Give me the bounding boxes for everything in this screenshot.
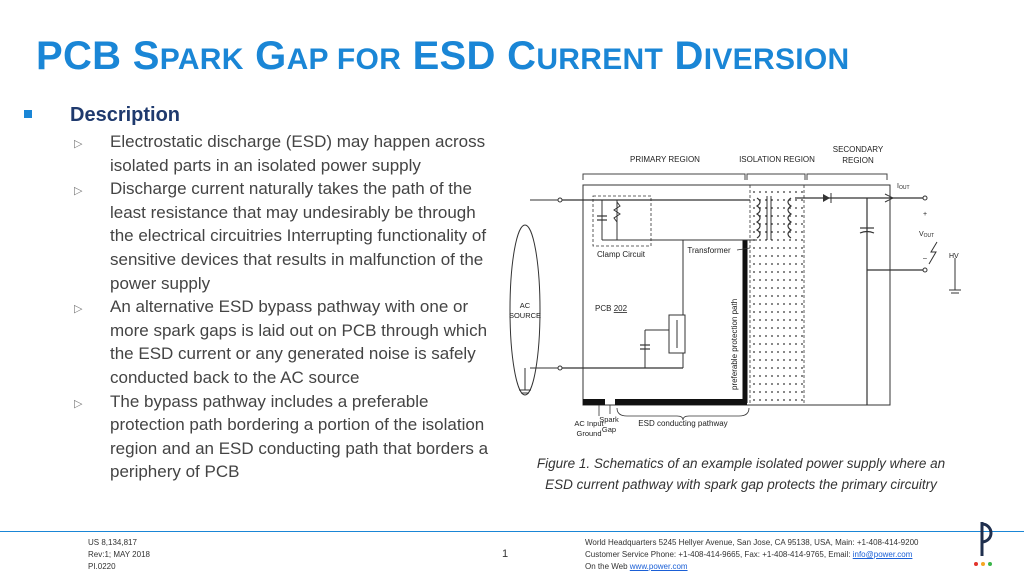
- headquarters-address: World Headquarters 5245 Hellyer Avenue, San Jose, CA 95138, USA, Main: +1-408-414-9200: [585, 538, 919, 547]
- footer-left: [88, 537, 150, 573]
- bullet-list: [74, 130, 494, 484]
- title-part: D: [663, 34, 704, 78]
- bullet-text: The bypass pathway includes a preferable protection path bordering a portion of the isolation region and an ESD conducting path that borders a periphery of PCB: [110, 391, 489, 482]
- preferable-path-label: preferable protection path: [730, 298, 739, 390]
- list-item: [74, 295, 494, 389]
- logo-dot: [974, 562, 978, 566]
- triangle-bullet-icon: ▷: [74, 397, 83, 410]
- power-integrations-logo: [970, 516, 1004, 572]
- triangle-bullet-icon: ▷: [74, 138, 83, 150]
- hv-lightning-icon: [929, 242, 937, 264]
- ac-input-ground-label: AC Input: [574, 419, 604, 428]
- secondary-region-label: SECONDARY: [832, 145, 884, 154]
- description-heading: Description: [70, 104, 181, 126]
- esd-path-label: ESD conducting pathway: [638, 419, 728, 428]
- title-part: PARK: [159, 43, 244, 76]
- doc-id: PI.0220: [88, 562, 116, 571]
- isolation-region-label: ISOLATION REGION: [739, 155, 815, 164]
- spark-gap-label: Spark: [599, 415, 619, 424]
- page-title: [36, 34, 850, 79]
- heading-bullet-icon: [24, 110, 32, 118]
- vout-label: VOUT: [919, 231, 935, 239]
- bullet-text: An alternative ESD bypass pathway with one or more spark gaps is laid out on PCB through which the ESD current or any generated noise is safely conducted back to the AC source: [110, 297, 488, 387]
- plus-label: +: [922, 211, 928, 218]
- footer-contact: [585, 537, 918, 573]
- minus-label: –: [923, 255, 927, 262]
- spark-gap-label: Gap: [601, 425, 617, 434]
- triangle-bullet-icon: ▷: [74, 185, 83, 198]
- title-part: AP FOR: [286, 43, 402, 76]
- title-part: URRENT: [536, 43, 664, 76]
- list-item: [74, 130, 494, 177]
- page-number: 1: [502, 548, 509, 560]
- list-item: [74, 177, 494, 295]
- revision: Rev:1; MAY 2018: [88, 550, 150, 559]
- website: On the Web www.power.com: [585, 562, 688, 571]
- iout-label: IOUT: [897, 183, 910, 191]
- title-part: ESD C: [401, 34, 537, 78]
- hv-label: HV: [949, 253, 959, 260]
- logo-dot: [981, 562, 985, 566]
- schematic-figure: [505, 140, 975, 450]
- website-link[interactable]: www.power.com: [629, 562, 688, 571]
- clamp-circuit-label: Clamp Circuit: [596, 250, 646, 259]
- caption-line: ESD current pathway with spark gap protects the primary circuitry: [545, 477, 937, 492]
- title-part: PCB S: [36, 34, 160, 78]
- secondary-region-label: REGION: [842, 156, 874, 165]
- logo-dot: [988, 562, 992, 566]
- ac-source-label: SOURCE: [508, 311, 542, 320]
- ac-source-label: AC: [519, 301, 531, 310]
- bullet-text: Discharge current naturally takes the path of the least resistance that may undesirably be through the electrical circuitries Interrupting functionality of sensitive devices that results in malfunction of the power supply: [110, 179, 487, 293]
- bullet-text: Electrostatic discharge (ESD) may happen across isolated parts in an isolated power supply: [110, 132, 486, 175]
- ac-input-ground-label: Ground: [576, 429, 602, 438]
- patent-number: US 8,134,817: [88, 538, 137, 547]
- figure-caption: [516, 453, 966, 495]
- title-part: IVERSION: [703, 43, 850, 76]
- list-item: [74, 390, 494, 484]
- pcb-label: PCB 202: [595, 304, 628, 313]
- email-link[interactable]: info@power.com: [852, 550, 913, 559]
- footer-divider: [0, 531, 1024, 532]
- transformer-label: Transformer: [687, 246, 731, 255]
- title-part: G: [243, 34, 287, 78]
- diode-icon: [823, 194, 830, 202]
- caption-line: Figure 1. Schematics of an example isolated power supply where an: [536, 456, 946, 471]
- primary-region-label: PRIMARY REGION: [630, 155, 700, 164]
- isolation-region: [750, 188, 804, 403]
- customer-service: Customer Service Phone: +1-408-414-9665, Fax: +1-408-414-9765, Email: info@power.com: [585, 550, 913, 559]
- triangle-bullet-icon: ▷: [74, 303, 83, 316]
